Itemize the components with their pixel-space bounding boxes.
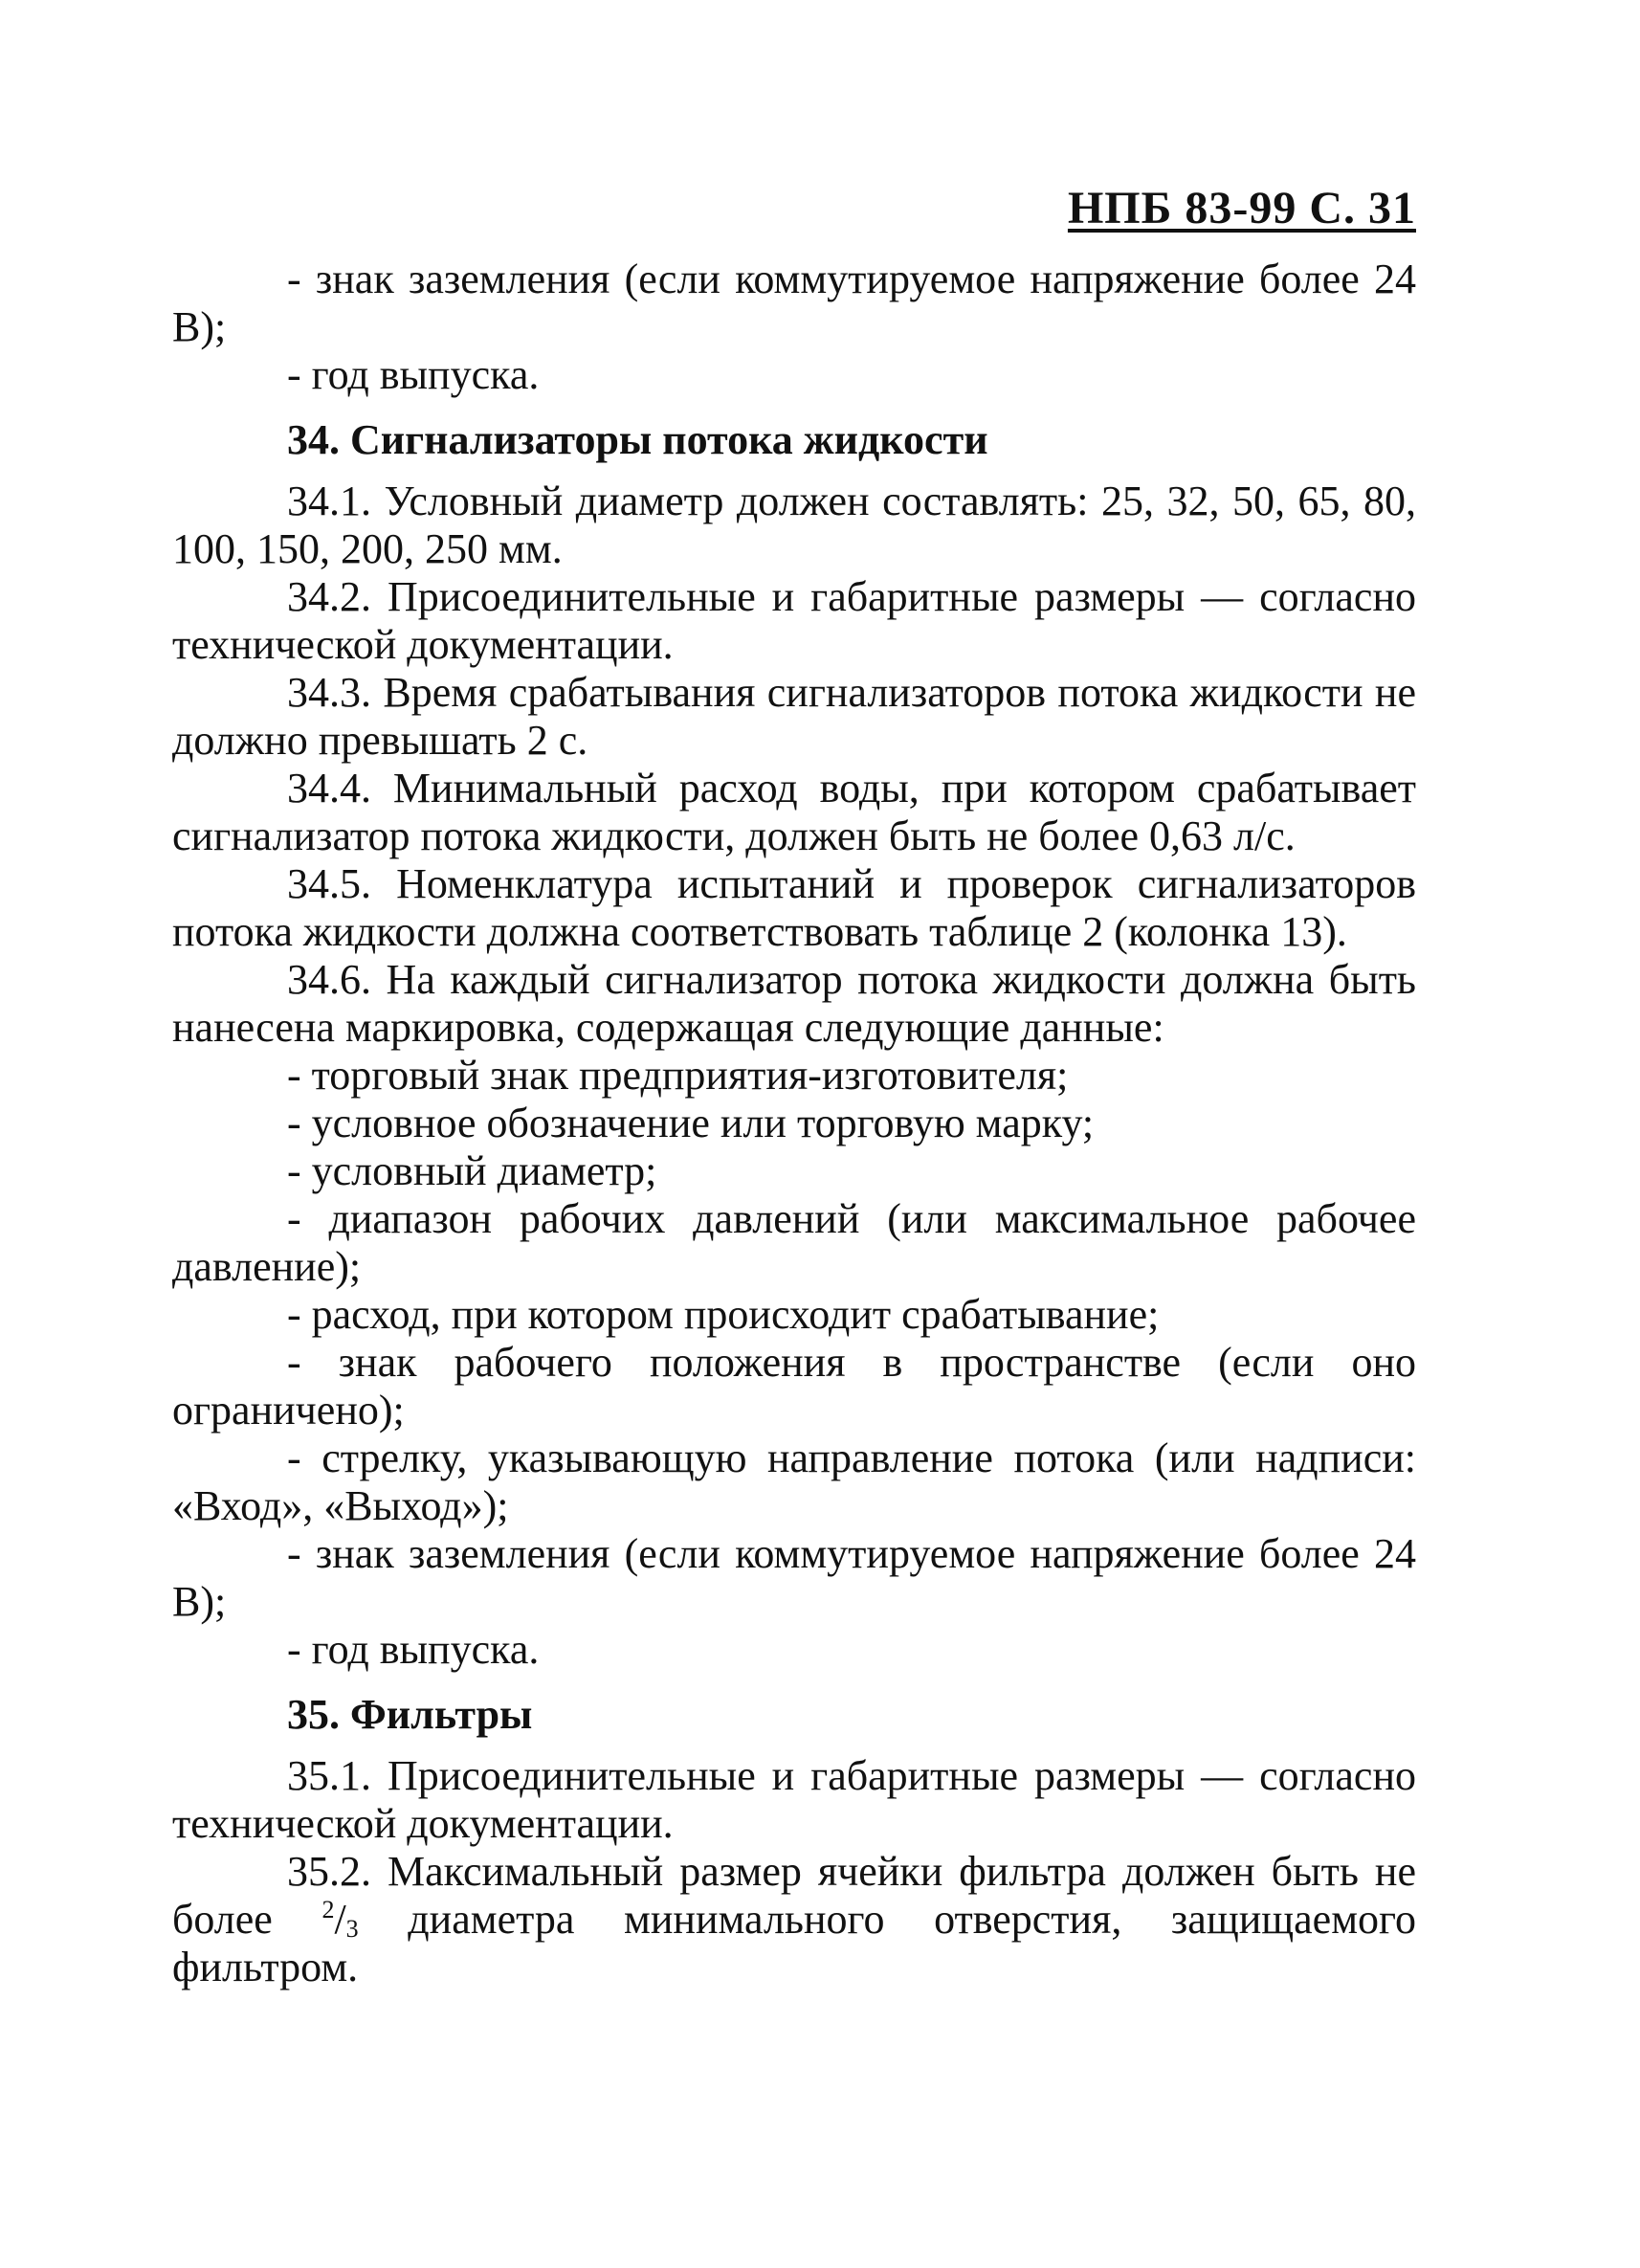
document-page (172, 182, 1416, 1991)
paragraph: - диапазон рабочих давлений (или максимальное рабочее давление); (172, 1195, 1416, 1290)
paragraph: 35.1. Присоединительные и габаритные размеры — согласно технической документации. (172, 1752, 1416, 1847)
paragraph: 34.2. Присоединительные и габаритные размеры — согласно технической документации. (172, 573, 1416, 668)
paragraph: 34.6. На каждый сигнализатор потока жидкости должна быть нанесена маркировка, содержащая следующие данные: (172, 956, 1416, 1051)
paragraph: 34.5. Номенклатура испытаний и проверок сигнализаторов потока жидкости должна соответствовать таблице 2 (колонка 13). (172, 860, 1416, 955)
paragraph: - знак заземления (если коммутируемое напряжение более 24 В); (172, 256, 1416, 350)
paragraph: - знак заземления (если коммутируемое напряжение более 24 В); (172, 1530, 1416, 1625)
fraction: $^2/_3$ (321, 1896, 359, 1943)
paragraph: 34.4. Минимальный расход воды, при котором срабатывает сигнализатор потока жидкости, должен быть не более 0,63 л/с. (172, 765, 1416, 859)
paragraph: - условное обозначение или торговую марку; (287, 1100, 1095, 1146)
paragraph-text: 35.2. Максимальный размер ячейки фильтра должен быть не более (172, 1848, 1416, 1943)
section-heading: 34. Сигнализаторы потока жидкости (287, 416, 988, 463)
paragraph-text: диаметра минимального отверстия, защищаемого фильтром. (172, 1896, 1417, 1990)
paragraph: - торговый знак предприятия-изготовителя; (287, 1052, 1069, 1099)
paragraph: - расход, при котором происходит срабатывание; (287, 1291, 1160, 1338)
section-heading: 35. Фильтры (287, 1691, 533, 1738)
document-body (172, 256, 1416, 1991)
paragraph (172, 1848, 1416, 1991)
paragraph: - знак рабочего положения в пространстве (если оно ограничено); (172, 1339, 1416, 1434)
paragraph: - условный диаметр; (287, 1147, 657, 1194)
paragraph: - год выпуска. (287, 351, 540, 398)
paragraph: 34.1. Условный диаметр должен составлять: 25, 32, 50, 65, 80, 100, 150, 200, 250 мм. (172, 478, 1416, 572)
page-header: НПБ 83-99 С. 31 (1067, 183, 1416, 233)
paragraph: - год выпуска. (287, 1626, 540, 1673)
paragraph: - стрелку, указывающую направление потока (или надписи: «Вход», «Выход»); (172, 1434, 1416, 1529)
paragraph: 34.3. Время срабатывания сигнализаторов потока жидкости не должно превышать 2 с. (172, 669, 1416, 764)
